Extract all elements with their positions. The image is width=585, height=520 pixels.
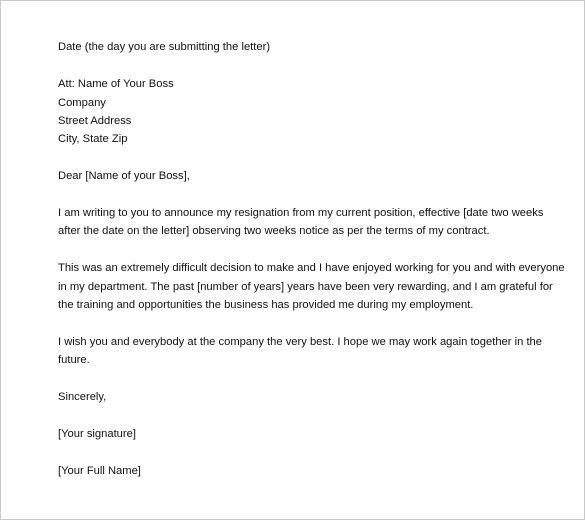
- paragraph-2-line-1: This was an extremely difficult decision to make and I have enjoyed working for you and with everyone: [58, 262, 565, 274]
- recipient-street: Street Address: [58, 115, 132, 127]
- paragraph-3-line-2: future.: [58, 354, 90, 366]
- closing: Sincerely,: [58, 391, 107, 403]
- full-name-placeholder: [Your Full Name]: [58, 465, 141, 477]
- paragraph-2-line-2: in my department. The past [number of years] years have been very rewarding, and I am grateful for: [58, 281, 553, 293]
- date-line: Date (the day you are submitting the letter): [58, 41, 271, 53]
- paragraph-1-line-1: I am writing to you to announce my resignation from my current position, effective [date two weeks: [58, 207, 544, 219]
- salutation: Dear [Name of your Boss],: [58, 170, 190, 182]
- signature-placeholder: [Your signature]: [58, 428, 136, 440]
- paragraph-2-line-3: the training and opportunities the business has provided me during my employment.: [58, 299, 474, 311]
- recipient-att: Att: Name of Your Boss: [58, 78, 174, 90]
- paragraph-1-line-2: after the date on the letter] observing two weeks notice as per the terms of my contract.: [58, 225, 490, 237]
- recipient-city: City, State Zip: [58, 133, 128, 145]
- recipient-company: Company: [58, 97, 106, 109]
- paragraph-3-line-1: I wish you and everybody at the company the very best. I hope we may work again together in the: [58, 336, 542, 348]
